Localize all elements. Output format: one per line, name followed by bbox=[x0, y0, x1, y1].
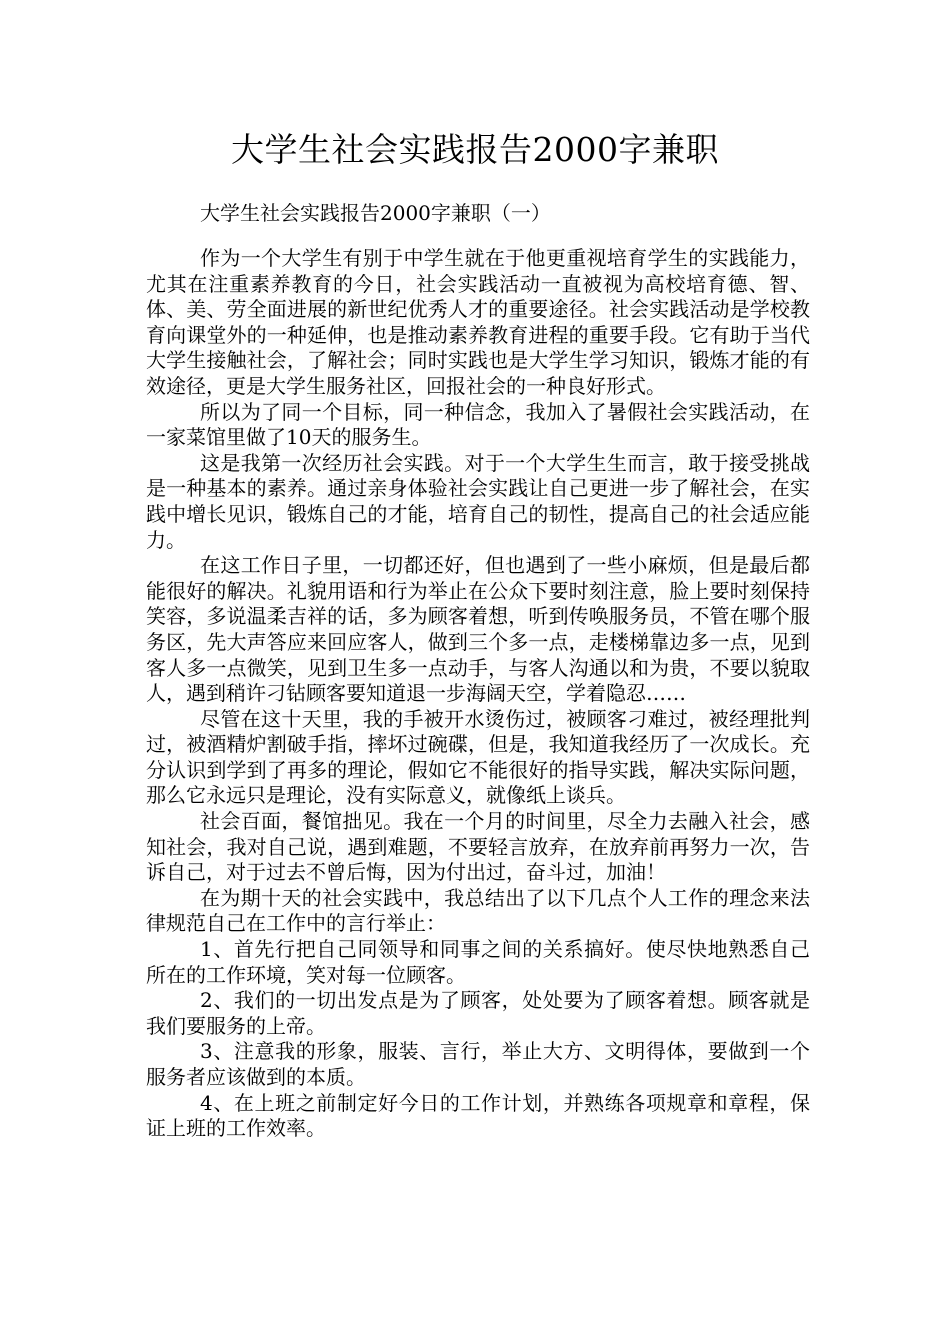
paragraph: 所以为了同一个目标，同一种信念，我加入了暑假社会实践活动，在一家菜馆里做了10天的服务生。 bbox=[146, 399, 810, 450]
list-item: 1、首先行把自己同领导和同事之间的关系搞好。使尽快地熟悉自己所在的工作环境，笑对每一位顾客。 bbox=[146, 937, 810, 987]
paragraph: 在为期十天的社会实践中，我总结出了以下几点个人工作的理念来法律规范自己在工作中的言行举止： bbox=[146, 885, 810, 936]
paragraph: 这是我第一次经历社会实践。对于一个大学生生而言，敢于接受挑战是一种基本的素养。通过亲身体验社会实践让自己更进一步了解社会，在实践中增长见识，锻炼自己的才能，培育自己的韧性，提高自己的社会适应能力。 bbox=[146, 450, 810, 552]
paragraph: 社会百面，餐馆拙见。我在一个月的时间里，尽全力去融入社会，感知社会，我对自己说，遇到难题，不要轻言放弃，在放弃前再努力一次，告诉自己，对于过去不曾后悔，因为付出过，奋斗过，加油！ bbox=[146, 809, 810, 885]
paragraph: 作为一个大学生有别于中学生就在于他更重视培育学生的实践能力，尤其在注重素养教育的今日，社会实践活动一直被视为高校培育德、智、体、美、劳全面进展的新世纪优秀人才的重要途径。社会实践活动是学校教育向课堂外的一种延伸，也是推动素养教育进程的重要手段。它有助于当代大学生接触社会，了解社会；同时实践也是大学生学习知识，锻炼才能的有效途径，更是大学生服务社区，回报社会的一种良好形式。 bbox=[146, 246, 810, 398]
document-title: 大学生社会实践报告2000字兼职 bbox=[231, 130, 719, 169]
paragraph: 在这工作日子里，一切都还好，但也遇到了一些小麻烦，但是最后都能很好的解决。礼貌用语和行为举止在公众下要时刻注意，脸上要时刻保持笑容，多说温柔吉祥的话，多为顾客着想，听到传唤服务员，不管在哪个服务区，先大声答应来回应客人，做到三个多一点，走楼梯靠边多一点，见到客人多一点微笑，见到卫生多一点动手，与客人沟通以和为贵，不要以貌取人，遇到稍许刁钻顾客要知道退一步海阔天空，学着隐忍…… bbox=[146, 553, 810, 706]
list-item: 2、我们的一切出发点是为了顾客，处处要为了顾客着想。顾客就是我们要服务的上帝。 bbox=[146, 988, 810, 1038]
section-heading: 大学生社会实践报告2000字兼职（一） bbox=[200, 201, 551, 225]
list-item: 3、注意我的形象，服装、言行，举止大方、文明得体，要做到一个服务者应该做到的本质。 bbox=[146, 1039, 810, 1089]
paragraph: 尽管在这十天里，我的手被开水烫伤过，被顾客刁难过，被经理批判过，被酒精炉割破手指，摔坏过碗碟，但是，我知道我经历了一次成长。充分认识到学到了再多的理论，假如它不能很好的指导实践，解决实际问题，那么它永远只是理论，没有实际意义，就像纸上谈兵。 bbox=[146, 706, 810, 808]
body-text bbox=[146, 246, 810, 1142]
list-item: 4、在上班之前制定好今日的工作计划，并熟练各项规章和章程，保证上班的工作效率。 bbox=[146, 1090, 810, 1141]
